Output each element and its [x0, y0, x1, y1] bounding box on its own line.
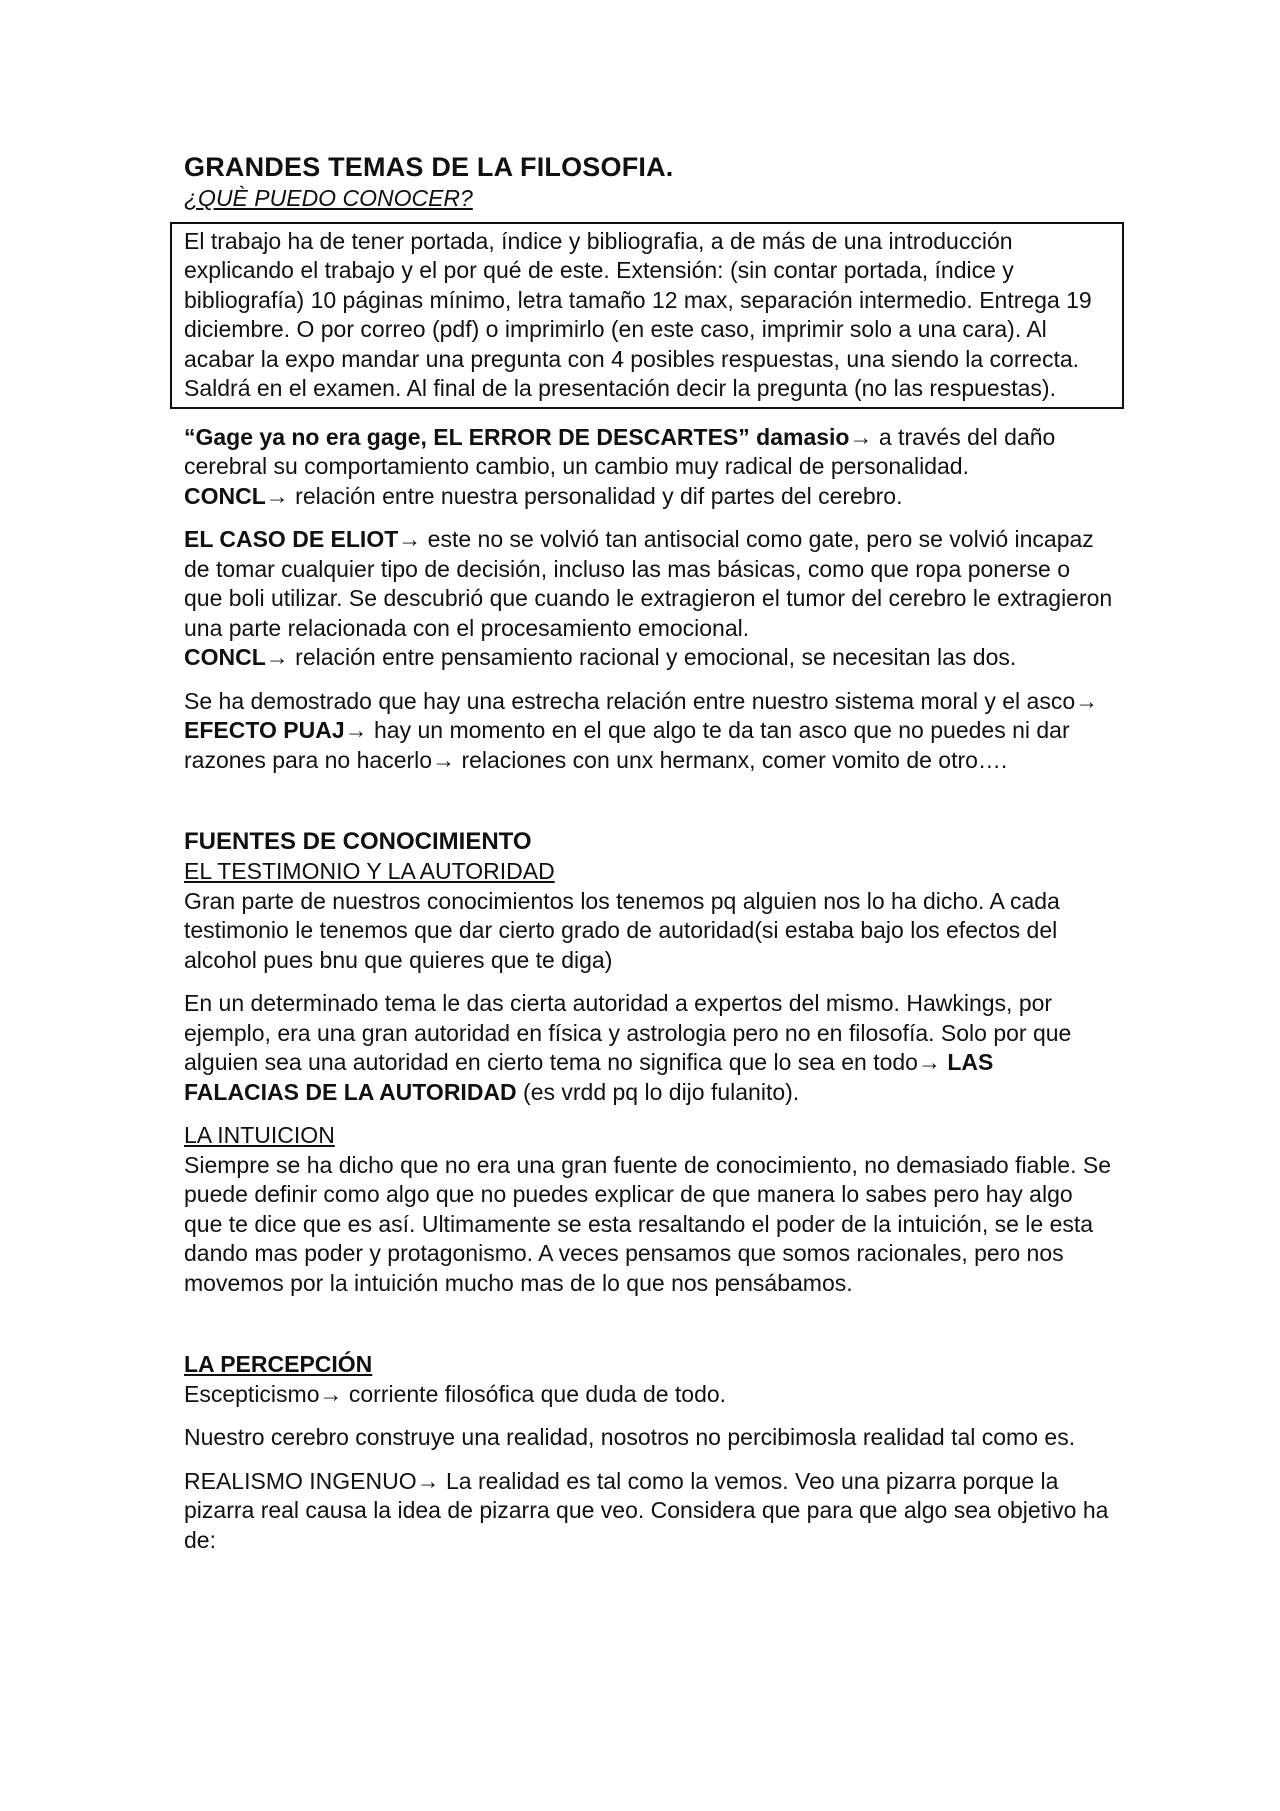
cerebro-paragraph: Nuestro cerebro construye una realidad, nosotros no percibimosla realidad tal como es. — [184, 1424, 1076, 1450]
arrow-icon: → — [432, 746, 456, 773]
realismo-label: REALISMO INGENUO — [184, 1467, 417, 1494]
spacer — [184, 789, 1114, 827]
escepticismo-paragraph — [184, 1380, 1114, 1410]
concl-text: relación entre nuestra personalidad y dif partes del cerebro. — [288, 482, 903, 509]
testimonio-text: En un determinado tema le das cierta autoridad a expertos del mismo. Hawkings, por ejemplo, era una gran autoridad en física y astrologia pero no en filosofía. Solo por que alguien sea una autoridad en cierto tema no significa que lo sea en todo — [184, 990, 1072, 1075]
page-title: GRANDES TEMAS DE LA FILOSOFIA. — [184, 152, 674, 182]
arrow-icon: → — [917, 1049, 941, 1075]
concl-label: CONCL — [184, 482, 266, 509]
arrow-icon: → — [319, 1380, 343, 1407]
fuentes-heading: FUENTES DE CONOCIMIENTO — [184, 828, 532, 855]
testimonio-paragraph-2 — [184, 989, 1114, 1107]
arrow-icon: → — [416, 1467, 440, 1494]
testimonio-heading: EL TESTIMONIO Y LA AUTORIDAD — [184, 858, 555, 884]
asco-text-3: relaciones con unx hermanx, comer vomito de otro…. — [455, 746, 1008, 773]
arrow-icon: → — [849, 423, 873, 450]
percepcion-heading: LA PERCEPCIÓN — [184, 1351, 373, 1377]
testimonio-paragraph-1: Gran parte de nuestros conocimientos los tenemos pq alguien nos lo ha dicho. A cada testimonio le tenemos que dar cierto grado de autoridad(si estaba bajo los efectos del alcohol pues bnu que quieres que te diga) — [184, 887, 1060, 973]
eliot-title: EL CASO DE ELIOT — [184, 526, 399, 552]
notice-text: El trabajo ha de tener portada, índice y bibliografia, a de más de una introducción explicando el trabajo y el por qué de este. Extensión: (sin contar portada, índice y bibliografía) 10 páginas mínimo, letra tamaño 12 max, separación intermedio. Entrega 19 diciembre. O por correo (pdf) o imprimirlo (en este caso, imprimir solo a una cara). Al acabar la expo mandar una pregunta con 4 posibles respuestas, una siendo la correcta. Saldrá en el examen. Al final de la presentación decir la pregunta (no las respuestas). — [184, 227, 1092, 401]
arrow-icon: → — [265, 482, 289, 509]
intuicion-heading: LA INTUICION — [184, 1122, 335, 1148]
escepticismo-text: corriente filosófica que duda de todo. — [342, 1380, 727, 1407]
intuicion-paragraph: Siempre se ha dicho que no era una gran fuente de conocimiento, no demasiado fiable. Se puede definir como algo que no puedes explicar de que manera lo sabes pero hay algo que te dice que es así. Ultimamente se esta resaltando el poder de la intuición, se le esta dando mas poder y protagonismo. A veces pensamos que somos racionales, pero nos movemos por la intuición mucho mas de lo que nos pensábamos. — [184, 1151, 1112, 1296]
assignment-notice-box — [170, 222, 1124, 409]
gage-text: a través del daño cerebral su comportamiento cambio, un cambio muy radical de personalidad. — [184, 423, 1056, 479]
asco-paragraph — [184, 687, 1114, 776]
page-subtitle: ¿QUÈ PUEDO CONOCER? — [184, 185, 473, 211]
arrow-icon: → — [344, 717, 368, 743]
gage-title: “Gage ya no era gage, EL ERROR DE DESCARTES” damasio — [184, 423, 850, 450]
document-page — [184, 150, 1114, 1569]
falacias-text: (es vrdd pq lo dijo fulanito). — [516, 1078, 800, 1105]
spacer — [184, 1312, 1114, 1350]
escepticismo-label: Escepticismo — [184, 1380, 320, 1407]
concl-label: CONCL — [184, 644, 266, 670]
concl-text: relación entre pensamiento racional y emocional, se necesitan las dos. — [288, 644, 1017, 670]
eliot-paragraph — [184, 525, 1114, 673]
realismo-paragraph — [184, 1467, 1114, 1556]
eliot-text: este no se volvió tan antisocial como gate, pero se volvió incapaz de tomar cualquier tipo de decisión, incluso las mas básicas, como que ropa ponerse o que boli utilizar. Se descubrió que cuando le extragieron el tumor del cerebro le extragieron una parte relacionada con el procesamiento emocional. — [184, 526, 1113, 641]
efecto-puaj: EFECTO PUAJ — [184, 717, 345, 743]
realismo-text: La realidad es tal como la vemos. Veo una pizarra porque la pizarra real causa la idea de pizarra que veo. Considera que para que algo sea objetivo ha de: — [184, 1467, 1109, 1553]
gage-paragraph — [184, 423, 1114, 512]
asco-text-1: Se ha demostrado que hay una estrecha relación entre nuestro sistema moral y el asco — [184, 687, 1076, 714]
arrow-icon: → — [265, 644, 289, 670]
arrow-icon: → — [1075, 687, 1099, 714]
falacias-bold: LAS FALACIAS DE LA AUTORIDAD — [184, 1049, 994, 1105]
asco-text-2: hay un momento en el que algo te da tan asco que no puedes ni dar razones para no hacerlo — [184, 717, 1070, 773]
arrow-icon: → — [398, 526, 422, 552]
